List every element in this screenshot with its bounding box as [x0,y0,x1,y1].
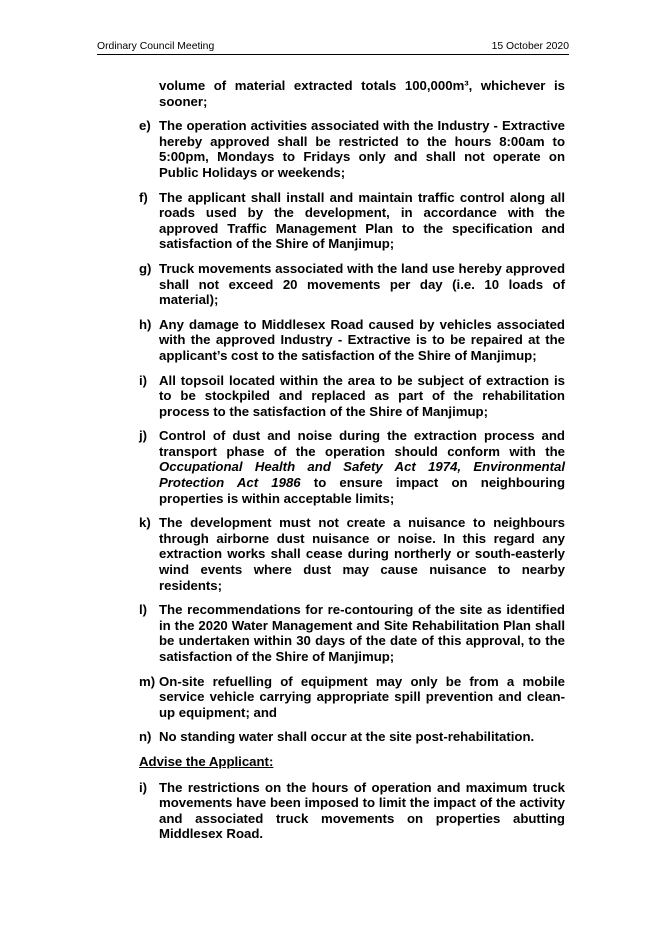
condition-label: h) [139,316,152,332]
condition-label: e) [139,118,151,134]
condition-f [139,190,565,252]
meeting-date: 15 October 2020 [491,41,569,52]
advice-text: The restrictions on the hours of operation and maximum truck movements have been imposed to limit the impact of the activity and associated truck movements on properties abutting Middlesex Road. [159,779,565,842]
condition-text: Truck movements associated with the land use hereby approved shall not exceed 20 movements per day (i.e. 10 loads of material); [159,260,565,308]
advise-heading-text: Advise the Applicant [139,753,269,769]
condition-label: n) [139,729,152,745]
condition-text-start: Control of dust and noise during the extraction process and transport phase of the operation should conform with the [159,428,565,459]
continued-condition-text: volume of material extracted totals 100,000m³, whichever is sooner; [159,78,565,109]
legislation-names: Occupational Health and Safety Act 1974, Environmental Protection Act 1986 [159,459,565,491]
condition-text: The recommendations for re-contouring of the site as identified in the 2020 Water Management and Site Rehabilitation Plan shall be undertaken within 30 days of the date of this approval, to the satisfaction of the Shire of Manjimup; [159,602,565,664]
advice-i [139,780,565,842]
condition-label: k) [139,515,151,531]
document-body [139,78,565,851]
condition-text: All topsoil located within the area to be subject of extraction is to be stockpiled and replaced as part of the rehabilitation process to the satisfaction of the Shire of Manjimup; [159,372,565,419]
condition-label: i) [139,372,148,388]
condition-text: No standing water shall occur at the site post-rehabilitation. [159,729,535,745]
condition-text: Any damage to Middlesex Road caused by vehicles associated with the approved Industry - Extractive is to be repaired at the applicant’s cost to the satisfaction of the Shire of Manjimup; [159,316,565,363]
condition-k [139,515,565,593]
advise-heading [139,754,565,770]
condition-text-end: to ensure impact on neighbouring properties is within acceptable limits; [159,475,565,506]
condition-g [139,261,565,308]
condition-label: j) [139,428,148,444]
condition-label: g) [139,260,152,276]
condition-text: On-site refuelling of equipment may only be from a mobile service vehicle carrying appropriate spill prevention and clean-up equipment; and [159,673,565,720]
page-header [97,41,569,53]
condition-n [139,729,565,745]
condition-e [139,118,565,180]
condition-label: l) [139,602,148,618]
condition-l [139,602,565,664]
condition-i [139,373,565,420]
advice-label: i) [139,779,148,795]
condition-text [159,428,565,506]
header-divider [97,54,569,55]
condition-label: f) [139,189,148,205]
condition-h [139,317,565,364]
meeting-name: Ordinary Council Meeting [97,41,215,52]
condition-text: The development must not create a nuisance to neighbours through airborne dust nuisance or noise. In this regard any extraction works shall cease during northerly or south-easterly wind events where dust may cause nuisance to nearby residents; [159,515,565,593]
advise-heading-colon: : [268,753,274,769]
condition-text: The applicant shall install and maintain traffic control along all roads used by the development, in accordance with the approved Traffic Management Plan to the specification and satisfaction of the Shire of Manjimup; [159,189,565,252]
condition-label: m) [139,673,156,689]
condition-text: The operation activities associated with the Industry - Extractive hereby approved shall be restricted to the hours 8:00am to 5:00pm, Mondays to Fridays only and shall not operate on Public Holidays or weekends; [159,118,565,180]
condition-m [139,674,565,721]
condition-j [139,428,565,506]
